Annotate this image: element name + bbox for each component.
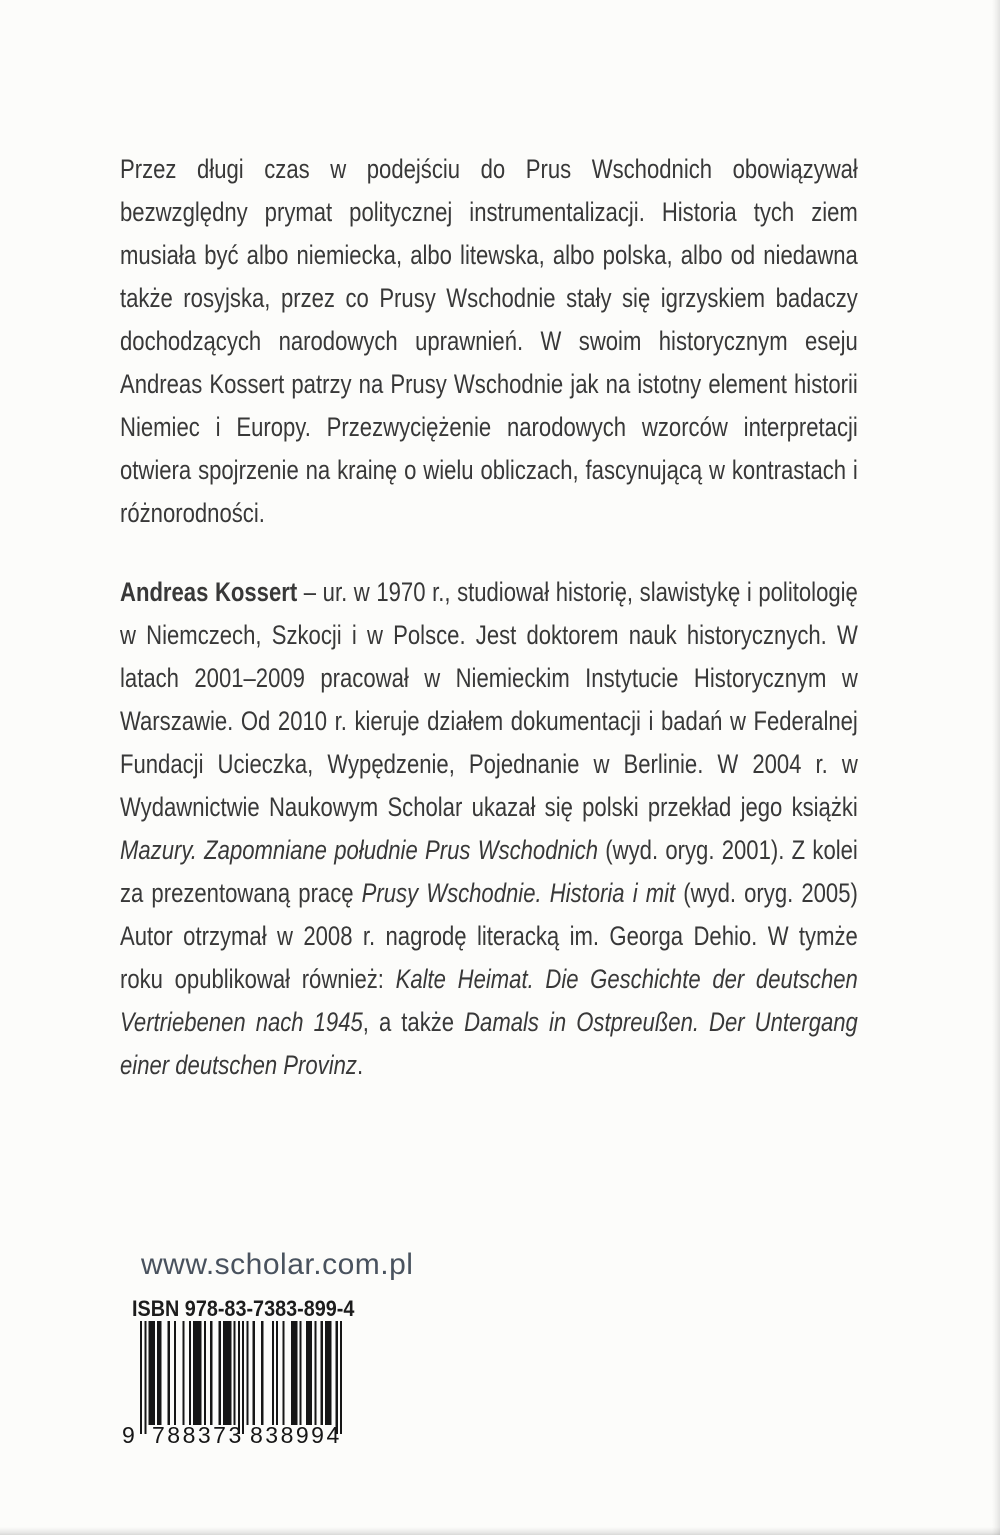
ean-barcode: [122, 1321, 342, 1448]
synopsis-paragraph: Przez długi czas w podejściu do Prus Wschodnich obowiązywał bezwzględny prymat politycznej instrumentalizacji. Historia tych ziem musiała być albo niemiecka, albo litewska, albo polska, albo od niedawna także rosyjska, przez co Prusy Wschodnie stały się igrzyskiem badaczy dochodzących narodowych uprawnień. W swoim historycznym eseju Andreas Kossert patrzy na Prusy Wschodnie jak na istotny element historii Niemiec i Europy. Przezwyciężenie narodowych wzorców interpretacji otwiera spojrzenie na krainę o wielu obliczach, fascynującą w kontrastach i różnorodności.: [120, 154, 858, 528]
barcode-digit-group: 9: [122, 1422, 138, 1448]
scan-edge-bottom: [0, 1527, 1000, 1535]
scan-edge-right: [992, 0, 1000, 1535]
publisher-website-url: www.scholar.com.pl: [141, 1248, 414, 1281]
barcode-digit-group: 838994: [250, 1422, 342, 1448]
back-cover-text-column: [120, 148, 858, 1087]
author-bio-paragraph: Andreas Kossert – ur. w 1970 r., studiował historię, slawistykę i politologię w Niemczech, Szkocji i w Polsce. Jest doktorem nauk historycznych. W latach 2001–2009 pracował w Niemieckim Instytucie Historycznym w Warszawie. Od 2010 r. kieruje działem dokumentacji i badań w Federalnej Fundacji Ucieczka, Wypędzenie, Pojednanie w Berlinie. W 2004 r. w Wydawnictwie Naukowym Scholar ukazał się polski przekład jego książki Mazury. Zapomniane południe Prus Wschodnich (wyd. oryg. 2001). Z kolei za prezentowaną pracę Prusy Wschodnie. Historia i mit (wyd. oryg. 2005) Autor otrzymał w 2008 r. nagrodę literacką im. Georga Dehio. W tymże roku opublikował również: Kalte Heimat. Die Geschichte der deutschen Vertriebenen nach 1945, a także Damals in Ostpreußen. Der Untergang einer deutschen Provinz.: [120, 577, 858, 1080]
isbn-text: ISBN 978-83-7383-899-4: [132, 1296, 355, 1321]
barcode-bars: [140, 1321, 342, 1435]
barcode-digit-group: 788373: [152, 1422, 244, 1448]
